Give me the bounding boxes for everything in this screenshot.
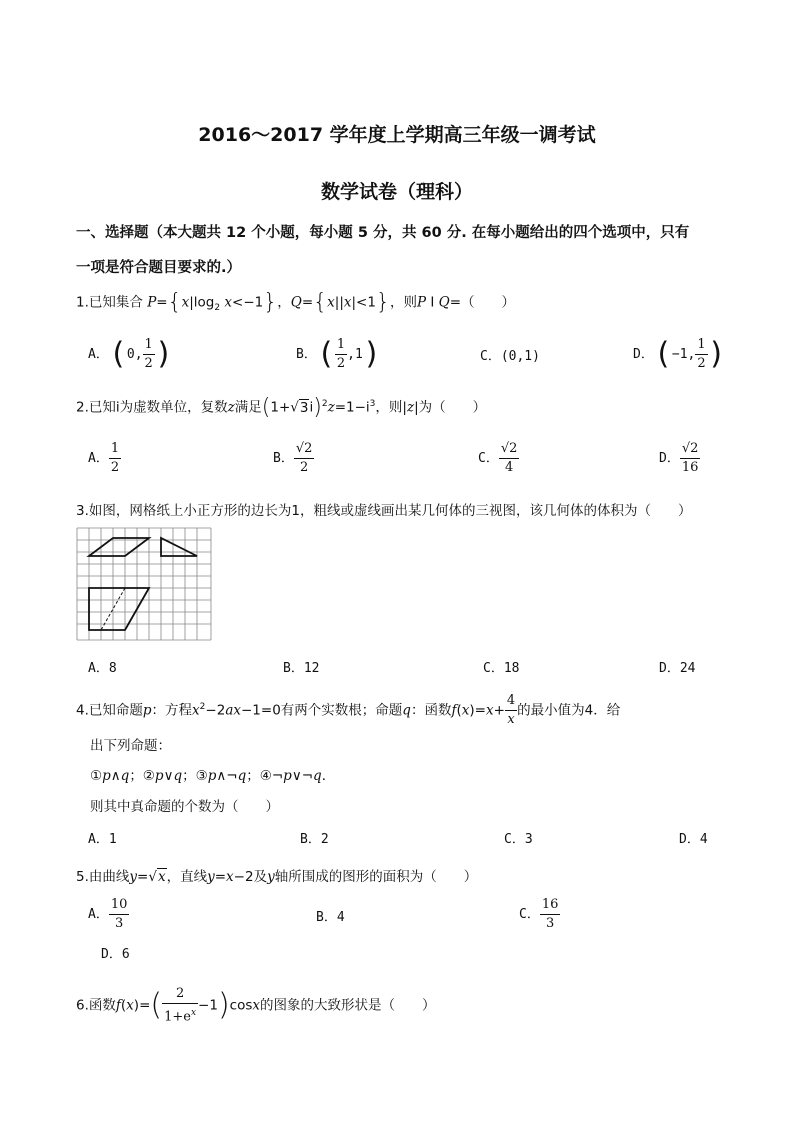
q5-option-d: D．6 xyxy=(101,947,130,962)
q1-option-d: D．(−1, $\frac{1}{2}$ ) xyxy=(633,336,726,372)
q5-option-c: C． $\frac{16}{3}$ xyxy=(519,897,559,931)
section-instructions-line2: 一项是符合题目要求的.） xyxy=(76,260,242,276)
question-4: 4.已知命题p：方程$x^2-2ax-1=0$有两个实数根；命题q：函数f(x)=x+ $\frac{4}{x}$ 的最小值为4．给 xyxy=(76,693,621,727)
q4-option-a: A．1 xyxy=(88,832,117,847)
q5-option-a: A． $\frac{10}{3}$ xyxy=(88,897,128,931)
question-3: 3.如图，网格纸上小正方形的边长为1，粗线或虚线画出某几何体的三视图，该几何体的体积为（ ） xyxy=(76,503,692,519)
section-instructions-line1: 一、选择题（本大题共 12 个小题，每小题 5 分，共 60 分. 在每小题给出的四个选项中，只有 xyxy=(76,225,690,241)
q2-option-b: B． $\frac{√2}{2}$ xyxy=(273,441,313,475)
exam-title: 2016～2017 学年度上学期高三年级一调考试 xyxy=(198,124,596,146)
q2-option-d: D． $\frac{√2}{16}$ xyxy=(659,441,699,475)
q2-option-c: C． $\frac{√2}{4}$ xyxy=(478,441,518,475)
q1-option-c: C．(0,1) xyxy=(480,349,540,364)
q4-line-2: 出下列命题： xyxy=(90,738,171,754)
q4-option-c: C．3 xyxy=(504,832,533,847)
q3-option-d: D．24 xyxy=(659,661,696,676)
question-6: 6.函数f(x)=( $\frac{2}{1+e^x}$ −1)cosx的图象的大致形状是（ ） xyxy=(76,986,436,1025)
q5-option-b: B．4 xyxy=(316,910,345,925)
q4-propositions: ①p∧q；②p∨q；③p∧¬q；④¬p∨¬q． xyxy=(90,768,336,784)
question-5: 5.由曲线y=√x，直线y=x−2及y轴所围成的图形的面积为（ ） xyxy=(76,869,478,885)
q1-option-b: B．( $\frac{1}{2}$ ,1) xyxy=(296,336,381,372)
q2-option-a: A． $\frac{1}{2}$ xyxy=(88,441,120,475)
q4-line-4: 则其中真命题的个数为（ ） xyxy=(90,799,279,815)
q4-option-d: D．4 xyxy=(679,832,708,847)
q1-option-a: A．(0, $\frac{1}{2}$ ) xyxy=(88,336,173,372)
q3-option-a: A．8 xyxy=(88,661,117,676)
q3-option-b: B．12 xyxy=(283,661,320,676)
three-view-grid-figure xyxy=(75,526,215,642)
question-2: 2.已知i为虚数单位，复数z满足$(1+√3i)^2z=1-i^3$，则|z|为（ ） xyxy=(76,395,487,420)
question-1: 1.已知集合 $P=\{x|\log_2$ x<−1}，Q={x||x|<1}，则P I Q=（ ） xyxy=(76,290,516,315)
q3-option-c: C．18 xyxy=(483,661,520,676)
q4-option-b: B．2 xyxy=(300,832,329,847)
exam-subtitle: 数学试卷（理科） xyxy=(320,181,473,203)
